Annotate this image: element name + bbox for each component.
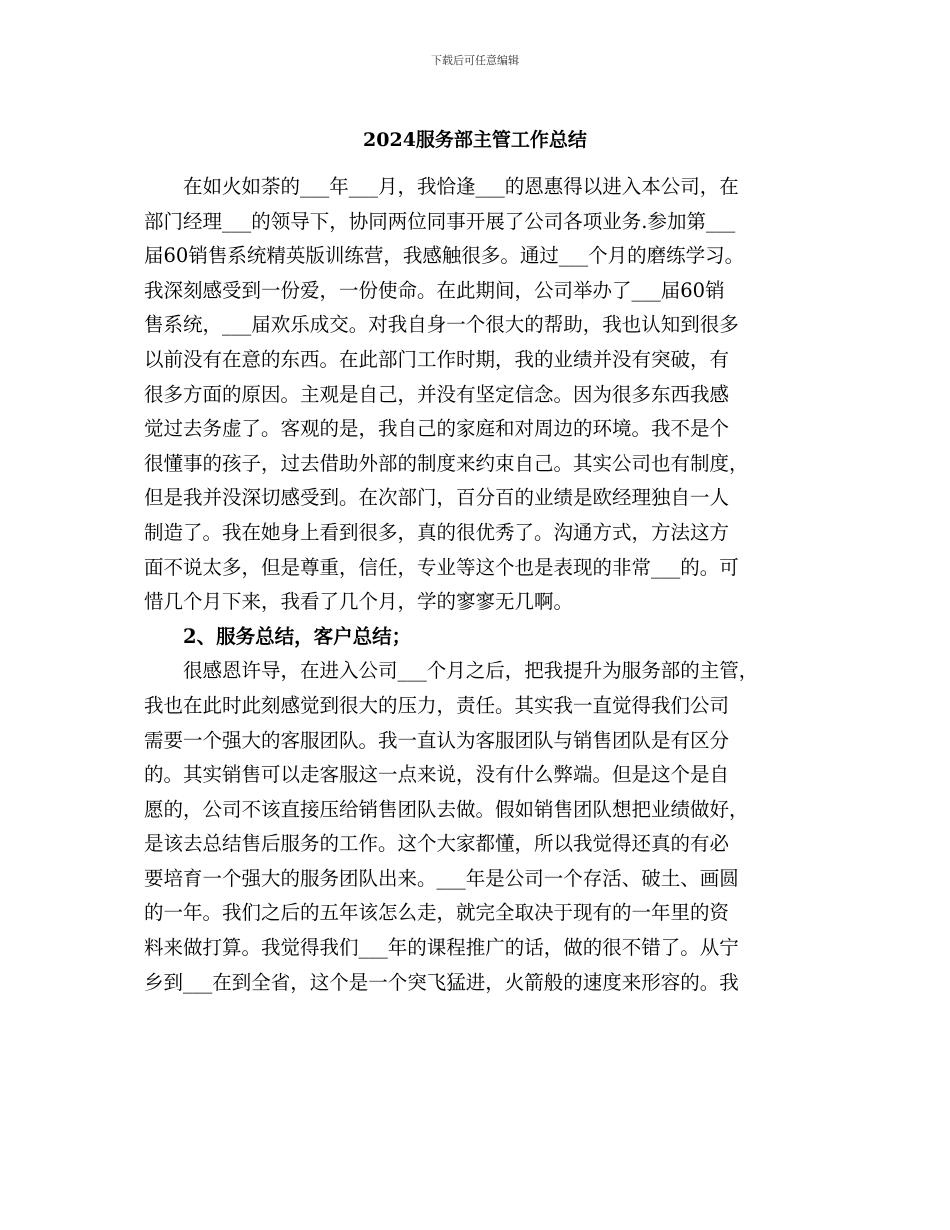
- paragraph-line: 很感恩许导，在进入公司___个月之后，把我提升为服务部的主管，: [144, 659, 759, 683]
- paragraph-line: 乡到___在到全省，这个是一个突飞猛进，火箭般的速度来形容的。我: [144, 970, 739, 994]
- paragraph-line: 料来做打算。我觉得我们___年的课程推广的话，做的很不错了。从宁: [144, 936, 739, 960]
- paragraph-line: 我深刻感受到一份爱，一份使命。在此期间，公司举办了___届60销: [144, 278, 725, 302]
- paragraph-line: 要培育一个强大的服务团队出来。___年是公司一个存活、破土、画圆: [144, 866, 739, 890]
- paragraph-line: 的。其实销售可以走客服这一点来说，没有什么弊端。但是这个是自: [144, 763, 730, 787]
- paragraph-line: 届60销售系统精英版训练营，我感触很多。通过___个月的磨练学习。: [144, 244, 745, 268]
- page-header: 下载后可任意编辑: [431, 54, 519, 67]
- paragraph-line: 愿的，公司不该直接压给销售团队去做。假如销售团队想把业绩做好，: [144, 797, 749, 821]
- paragraph-line: 以前没有在意的东西。在此部门工作时期，我的业绩并没有突破，有: [144, 347, 730, 371]
- paragraph-line: 我也在此时此刻感觉到很大的压力，责任。其实我一直觉得我们公司: [144, 693, 730, 717]
- paragraph-line: 需要一个强大的客服团队。我一直认为客服团队与销售团队是有区分: [144, 728, 730, 752]
- document-body: [144, 170, 808, 1000]
- paragraph-line: 但是我并没深切感受到。在次部门，百分百的业绩是欧经理独自一人: [144, 486, 730, 510]
- document-title: 2024服务部主管工作总结: [363, 129, 587, 151]
- paragraph-line: 是该去总结售后服务的工作。这个大家都懂，所以我觉得还真的有必: [144, 832, 730, 856]
- section-heading: 2、服务总结，客户总结；: [144, 624, 412, 648]
- paragraph-line: 面不说太多，但是尊重，信任，专业等这个也是表现的非常___的。可: [144, 555, 739, 579]
- paragraph-line: 惜几个月下来，我看了几个月，学的寥寥无几啊。: [144, 590, 574, 614]
- paragraph-line: 很多方面的原因。主观是自己，并没有坚定信念。因为很多东西我感: [144, 382, 730, 406]
- paragraph-line: 很懂事的孩子，过去借助外部的制度来约束自己。其实公司也有制度，: [144, 451, 749, 475]
- paragraph-line: 觉过去务虚了。客观的是，我自己的家庭和对周边的环境。我不是个: [144, 417, 730, 441]
- paragraph-line: 在如火如荼的___年___月，我恰逢___的恩惠得以进入本公司，在: [144, 175, 739, 198]
- paragraph-line: 制造了。我在她身上看到很多，真的很优秀了。沟通方式，方法这方: [144, 520, 730, 544]
- paragraph-line: 部门经理___的领导下，协同两位同事开展了公司各项业务.参加第___: [144, 209, 736, 233]
- paragraph-line: 售系统，___届欢乐成交。对我自身一个很大的帮助，我也认知到很多: [144, 313, 739, 337]
- paragraph-line: 的一年。我们之后的五年该怎么走，就完全取决于现有的一年里的资: [144, 901, 730, 925]
